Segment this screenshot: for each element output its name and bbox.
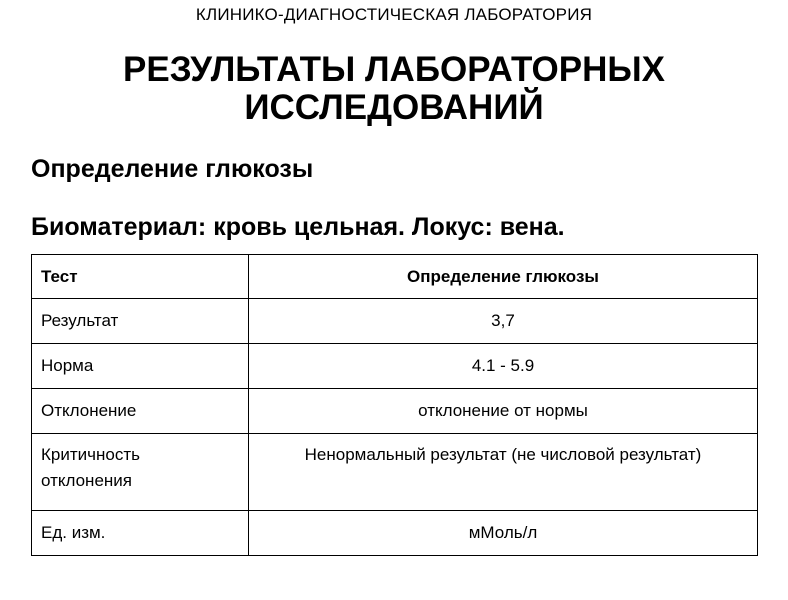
table-row-norm [32,344,758,389]
page-title-line-1: РЕЗУЛЬТАТЫ ЛАБОРАТОРНЫХ [123,50,665,89]
row-value-unit: мМоль/л [249,511,758,556]
table-row-result [32,299,758,344]
row-label-norm: Норма [32,344,249,389]
table-row-criticality [32,434,758,511]
section-title: Определение глюкозы [31,155,314,183]
table-row-deviation [32,389,758,434]
row-label-test: Тест [32,255,249,299]
row-value-test: Определение глюкозы [249,255,758,299]
page-title [0,51,788,127]
row-value-norm: 4.1 - 5.9 [249,344,758,389]
biomaterial-line: Биоматериал: кровь цельная. Локус: вена. [31,213,565,241]
row-label-result: Результат [32,299,249,344]
row-label-criticality-line-1: Критичность [41,445,140,464]
results-table [31,254,758,556]
row-value-deviation: отклонение от нормы [249,389,758,434]
row-label-criticality [32,434,249,511]
lab-name: КЛИНИКО-ДИАГНОСТИЧЕСКАЯ ЛАБОРАТОРИЯ [195,5,593,24]
table-row-unit [32,511,758,556]
row-label-deviation: Отклонение [32,389,249,434]
table-row-test [32,255,758,299]
row-value-criticality: Ненормальный результат (не числовой результат) [249,434,758,511]
row-label-criticality-line-2: отклонения [41,471,132,490]
page-title-line-2: ИССЛЕДОВАНИЙ [244,88,544,127]
row-label-unit: Ед. изм. [32,511,249,556]
row-value-result: 3,7 [249,299,758,344]
